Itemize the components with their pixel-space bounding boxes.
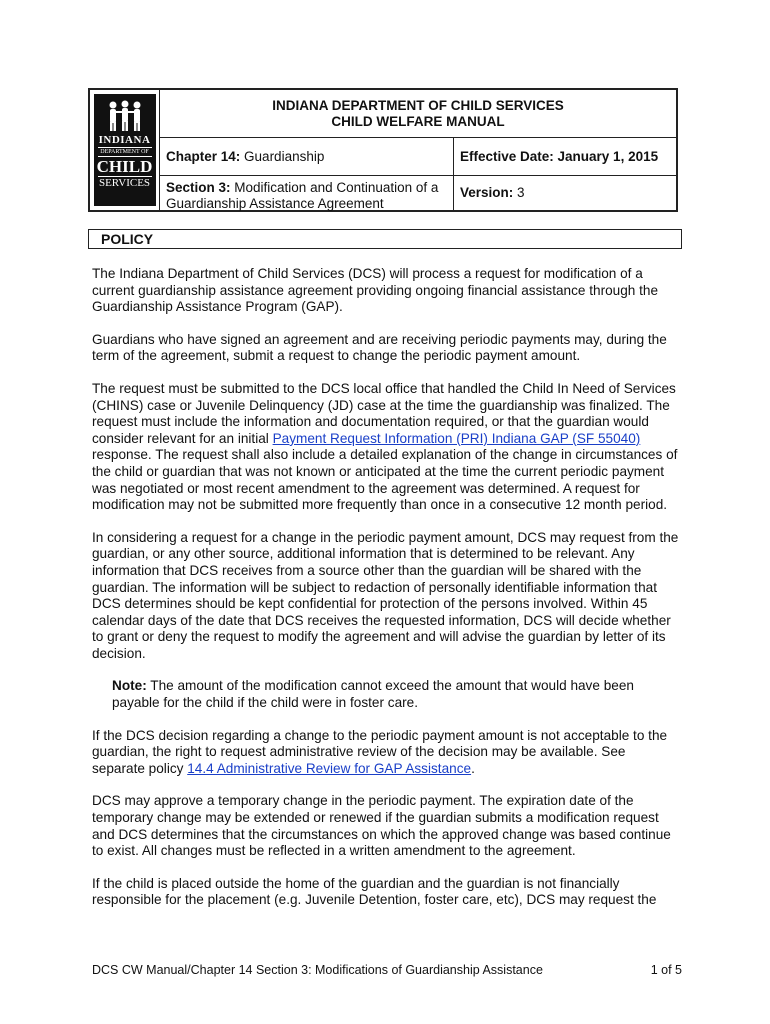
- administrative-review-link[interactable]: 14.4 Administrative Review for GAP Assistance: [187, 760, 472, 776]
- policy-body: [92, 266, 682, 925]
- header-table: [88, 88, 678, 212]
- version-label: Version:: [460, 185, 514, 200]
- logo-cell: [90, 90, 160, 210]
- logo-text-child: CHILD: [96, 157, 153, 176]
- chapter-label: Chapter 14:: [166, 149, 241, 164]
- paragraph-5-text-a: If the DCS decision regarding a change to the periodic payment amount is not acceptable to the guardian, the right to request administrative review of the decision may be available. See separate policy: [92, 727, 668, 776]
- manual-subtitle: CHILD WELFARE MANUAL: [331, 114, 505, 129]
- paragraph-7: If the child is placed outside the home of the guardian and the guardian is not financially responsible for the placement (e.g. Juvenile Detention, foster care, etc), DCS may request the: [92, 875, 657, 908]
- dcs-logo: [94, 94, 156, 206]
- version-value: 3: [517, 185, 525, 200]
- paragraph-5: [92, 728, 682, 778]
- logo-text-indiana: INDIANA: [98, 134, 151, 146]
- paragraph-6: DCS may approve a temporary change in the periodic payment. The expiration date of the temporary change may be extended or renewed if the guardian submits a modification request and DCS determines that the circumstances on which the approved change was based continue to exist. All changes must be reflected in a written amendment to the agreement.: [92, 793, 671, 859]
- logo-text-department: DEPARTMENT OF: [98, 147, 152, 157]
- page-footer: [92, 963, 682, 977]
- policy-heading: POLICY: [88, 229, 682, 249]
- paragraph-1: The Indiana Department of Child Services (DCS) will process a request for modification of a current guardianship assistance agreement providing ongoing financial assistance through the Guardianship Assistance Program (GAP).: [92, 266, 659, 315]
- effective-date: Effective Date: January 1, 2015: [460, 149, 659, 164]
- version-cell: [454, 176, 676, 210]
- paragraph-5-text-b: .: [471, 760, 475, 776]
- note-text: The amount of the modification cannot exceed the amount that would have been payable for the child if the child were in foster care.: [112, 678, 634, 711]
- chapter-cell: [160, 138, 454, 176]
- pri-form-link[interactable]: Payment Request Information (PRI) Indiana GAP (SF 55040): [272, 430, 641, 446]
- paragraph-3-text-a: The request must be submitted to the DCS local office that handled the Child In Need of Services (CHINS) case or Juvenile Delinquency (JD) case at the time the guardianship was finalized. The request must include the information and documentation required, or that the guardian would consider relevant for an initial: [92, 380, 676, 446]
- chapter-value: Guardianship: [244, 149, 325, 164]
- section-value: Modification and Continuation of a Guardianship Assistance Agreement: [166, 180, 439, 211]
- manual-title: [160, 90, 676, 138]
- page-number: 1 of 5: [650, 963, 682, 977]
- note-paragraph: [112, 678, 682, 711]
- paragraph-3: [92, 381, 682, 514]
- note-label: Note:: [112, 678, 147, 694]
- effective-date-cell: [454, 138, 676, 176]
- section-label: Section 3:: [166, 180, 231, 195]
- paragraph-2: Guardians who have signed an agreement and are receiving periodic payments may, during the term of the agreement, submit a request to change the periodic payment amount.: [92, 331, 667, 364]
- section-cell: [160, 176, 454, 210]
- logo-text-services: SERVICES: [98, 177, 151, 189]
- paragraph-3-text-b: response. The request shall also include a detailed explanation of the change in circumstances of the child or guardian that was not known or anticipated at the time the current periodic payment was negotiated or most recent amendment to the agreement was determined. A request for modification may not be submitted more frequently than once in a consecutive 12 month period.: [92, 447, 678, 513]
- children-figures-icon: [105, 100, 145, 132]
- department-title: INDIANA DEPARTMENT OF CHILD SERVICES: [272, 98, 564, 113]
- footer-document-title: DCS CW Manual/Chapter 14 Section 3: Modifications of Guardianship Assistance: [92, 963, 543, 977]
- paragraph-4: In considering a request for a change in the periodic payment amount, DCS may request from the guardian, or any other source, additional information that is determined to be relevant. Any information that DCS receives from a source other than the guardian will be shared with the guardian. The information will be subject to redaction of personally identifiable information that DCS determines should be kept confidential for protection of the persons involved. Within 45 calendar days of the date that DCS receives the requested information, DCS will decide whether to grant or deny the request to modify the agreement and will advise the guardian by letter of its decision.: [92, 529, 679, 661]
